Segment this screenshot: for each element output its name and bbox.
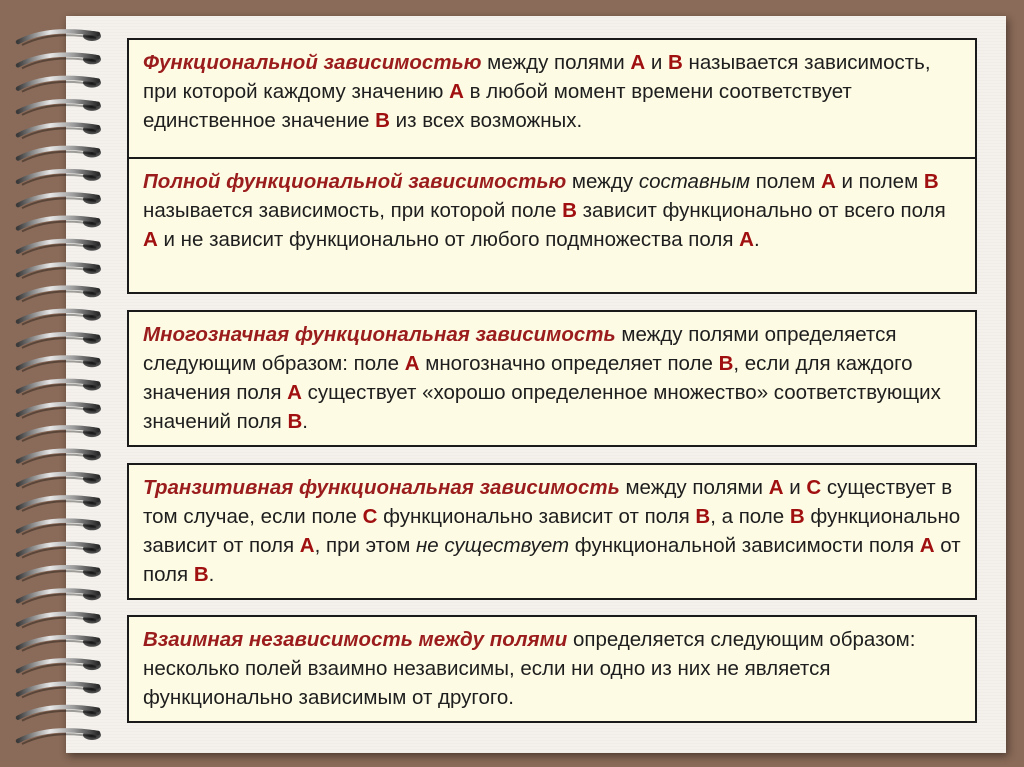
spiral-ring [18,241,101,255]
definition-text: между полями [481,51,631,74]
variable-name: А [768,476,784,499]
spiral-ring [18,544,101,558]
definition-text: функционально зависит от поля [377,505,696,528]
variable-name: В [287,410,303,433]
variable-name: В [193,563,209,586]
definition-term: Полной функциональной зависимостью [143,170,567,193]
definition-text: не существует [416,534,570,557]
variable-name: А [404,352,420,375]
definition-text: . [753,228,760,251]
definition-text: , при этом [314,534,416,557]
spiral-ring [18,567,101,581]
spiral-ring [18,730,101,744]
variable-name: В [562,199,577,222]
spiral-ring [18,78,101,92]
definition-card-functional-dependency [127,38,977,169]
spiral-ring [18,148,101,162]
definition-text: между полями определяется следующим образом: поле [143,323,897,375]
definition-text: и [645,51,669,74]
spiral-ring [18,614,101,628]
variable-name: А [143,228,158,251]
variable-name: А [287,381,302,404]
spiral-ring [18,520,101,534]
spiral-ring [18,497,101,511]
variable-name: В [375,109,390,132]
definition-text: функциональной зависимости поля [569,534,920,557]
definition-text: функционально зависит от поля [143,505,961,557]
definition-text: полем [750,170,821,193]
spiral-ring [18,311,101,325]
variable-name: А [821,170,836,193]
spiral-ring [18,217,101,231]
spiral-ring [18,171,101,185]
spiral-binding [8,20,120,750]
definition-term: Многозначная функциональная зависимость [143,323,616,346]
variable-name: В [695,505,711,528]
definition-term: Функциональной зависимостью [143,51,482,74]
definition-text: и [783,476,807,499]
definition-text: называется зависимость, при которой каждому значению [143,51,931,103]
variable-name: С [362,505,378,528]
definition-text: и не зависит функционально от любого подмножества поля [157,228,740,251]
definition-text: составным [638,170,751,193]
definition-text: , а поле [710,505,790,528]
variable-name: В [718,352,734,375]
variable-name: А [919,534,935,557]
spiral-ring [18,334,101,348]
spiral-ring [18,194,101,208]
definition-card-full-functional-dependency [127,157,977,294]
definition-term: Взаимная независимость между полями [143,628,568,651]
spiral-ring [18,450,101,464]
definition-card-mutual-independence [127,615,977,723]
spiral-ring [18,264,101,278]
variable-name: С [806,476,822,499]
definition-text: между полями [619,476,769,499]
definition-text: от поля [143,534,961,586]
definition-text: многозначно определяет поле [419,352,719,375]
spiral-ring [18,637,101,651]
definition-text: . [208,563,215,586]
variable-name: А [630,51,646,74]
spiral-ring [18,427,101,441]
spiral-ring [18,287,101,301]
spiral-ring [18,590,101,604]
variable-name: В [789,505,805,528]
definition-text: называется зависимость, при которой поле [143,199,563,222]
variable-name: В [668,51,683,74]
definition-text: в любой момент времени соответствует единственное значение [143,80,852,132]
definition-text: и полем [835,170,924,193]
variable-name: А [449,80,464,103]
spiral-ring [18,54,101,68]
spiral-ring [18,683,101,697]
definition-text: зависит функционально от всего поля [576,199,946,222]
spiral-ring [18,101,101,115]
definition-text: существует «хорошо определенное множество» соответствующих значений поля [143,381,941,433]
definition-text: между [566,170,639,193]
definition-card-transitive-dependency [127,463,977,600]
variable-name: В [923,170,939,193]
definition-term: Транзитивная функциональная зависимость [143,476,620,499]
definition-text: . [302,410,308,433]
definition-text: определяется следующим образом: несколько полей взаимно независимы, если ни одно из них не является функционально зависимым от другого. [143,628,916,709]
spiral-ring [18,31,101,45]
definition-text: существует в том случае, если поле [143,476,953,528]
definition-card-multivalued-dependency [127,310,977,447]
spiral-ring [18,357,101,371]
spiral-ring [18,474,101,488]
spiral-ring [18,707,101,721]
spiral-ring [18,124,101,138]
variable-name: А [739,228,754,251]
definition-text: из всех возможных. [389,109,583,132]
spiral-ring [18,660,101,674]
variable-name: А [299,534,315,557]
spiral-ring [18,404,101,418]
spiral-ring [18,381,101,395]
definition-text: , если для каждого значения поля [143,352,913,404]
